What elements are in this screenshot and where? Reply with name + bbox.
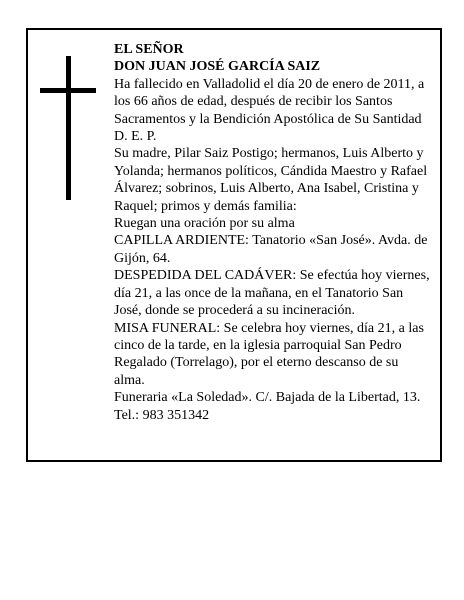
- prayer-request: Ruegan una oración por su alma: [114, 216, 295, 232]
- obituary-notice: [26, 28, 442, 462]
- chapel-info: CAPILLA ARDIENTE: Tanatorio «San José». Avda. de Gijón, 64.: [114, 233, 428, 266]
- funeral-mass-info: MISA FUNERAL: Se celebra hoy viernes, día 21, a las cinco de la tarde, en la iglesia parroquial San Pedro Regalado (Torrelago), por el eterno descanso de su alma.: [114, 320, 424, 388]
- funeral-home-info: Funeraria «La Soledad». C/. Bajada de la Libertad, 13. Tel.: 983 351342: [114, 390, 421, 423]
- notice-text: [114, 41, 432, 424]
- cross-vertical-bar: [66, 56, 71, 200]
- deceased-name: DON JUAN JOSÉ GARCÍA SAIZ: [114, 59, 321, 75]
- death-announcement: Ha fallecido en Valladolid el día 20 de enero de 2011, a los 66 años de edad, después de recibir los Santos Sacramentos y la Bendición Apostólica de Su Santidad D. E. P.: [114, 76, 425, 145]
- cross-icon: [40, 56, 96, 200]
- family-list: Su madre, Pilar Saiz Postigo; hermanos, Luis Alberto y Yolanda; hermanos políticos, Cándida Maestro y Rafael Álvarez; sobrinos, Luis Alberto, Ana Isabel, Cristina y Raquel; primos y demás familia:: [114, 146, 428, 214]
- notice-title: EL SEÑOR: [114, 42, 184, 57]
- farewell-info: DESPEDIDA DEL CADÁVER: Se efectúa hoy viernes, día 21, a las once de la mañana, en el Tanatorio San José, donde se procederá a su incineración.: [114, 268, 430, 319]
- cross-horizontal-bar: [40, 88, 96, 93]
